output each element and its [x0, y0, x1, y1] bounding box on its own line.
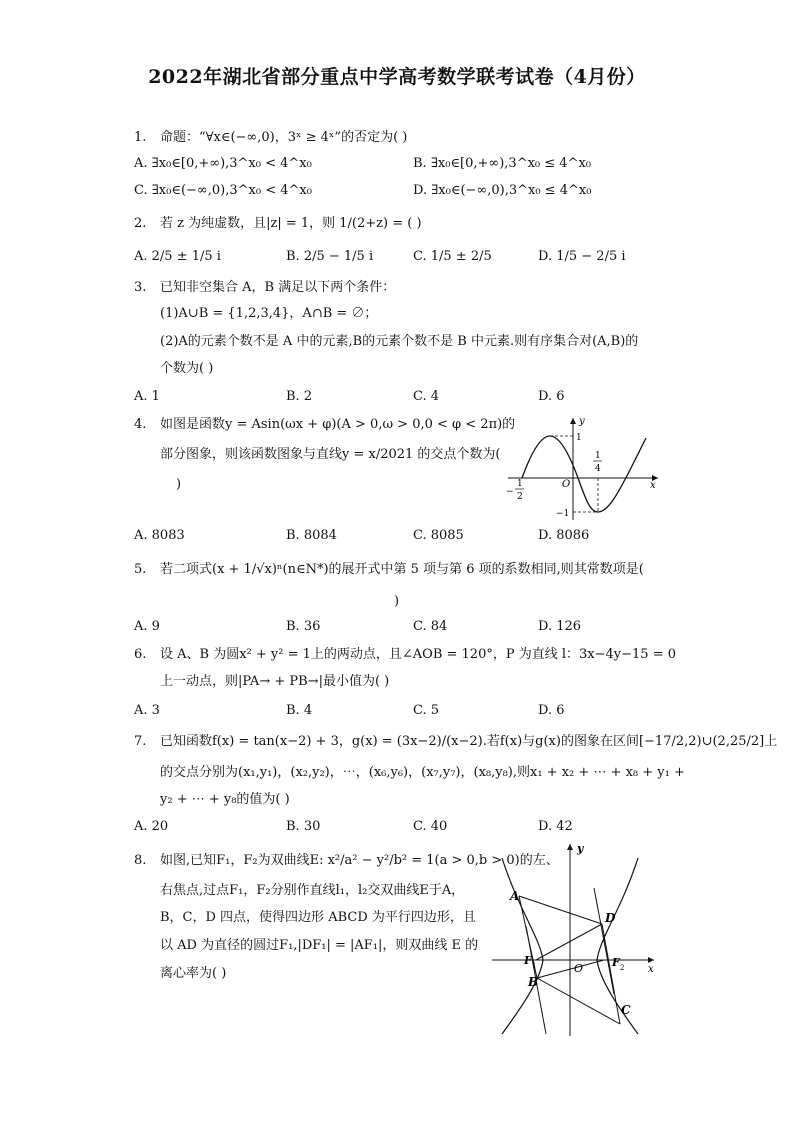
question-3-number: 3. [134, 280, 147, 295]
figure1-tick-neg-half-den: 2 [517, 492, 523, 502]
question-8-number: 8. [134, 853, 147, 868]
question-3-option-b: B. 2 [286, 389, 313, 404]
question-4-option-a: A. 8083 [134, 528, 185, 543]
question-3-option-a: A. 1 [134, 389, 160, 404]
figure2-x-label: x [648, 964, 654, 975]
question-1-number: 1. [134, 130, 147, 145]
question-5-option-a: A. 9 [134, 619, 160, 634]
question-7-line-3: y₂ + ⋯ + y₈的值为( ) [160, 792, 290, 807]
question-2-option-a: A. 2/5 ± 1/5 i [134, 249, 221, 264]
figure2-focus-f2-sub: 2 [620, 964, 625, 972]
question-6-option-c: C. 5 [413, 703, 440, 718]
question-6-line-1: 设 A、B 为圆x² + y² = 1上的两动点，且∠AOB = 120°，P 为直线 l：3x−4y−15 = 0 [160, 647, 676, 662]
question-7-option-a: A. 20 [134, 819, 169, 834]
question-8-line-3: B，C，D 四点，使得四边形 ABCD 为平行四边形，且 [160, 910, 476, 925]
figure1-x-label: x [650, 480, 656, 491]
question-5-option-c: C. 84 [413, 619, 448, 634]
question-3-line-4: 个数为( ) [160, 361, 214, 376]
figure2-y-label: y [577, 842, 584, 855]
hyperbola-figure [488, 838, 660, 1038]
figure2-line-l2 [594, 888, 614, 994]
figure2-x-arrow [648, 957, 654, 963]
question-8-line-1: 如图,已知F₁，F₂为双曲线E: x²/a² − y²/b² = 1(a > 0,b > 0)的左、 [160, 853, 559, 868]
question-4-option-c: C. 8085 [413, 528, 464, 543]
question-2-option-b: B. 2/5 − 1/5 i [286, 249, 374, 264]
question-6-option-b: B. 4 [286, 703, 313, 718]
question-5-line-1: 若二项式(x + 1/√x)ⁿ(n∈N*)的展开式中第 5 项与第 6 项的系数相同,则其常数项是( [160, 562, 644, 577]
figure1-y-arrow [570, 418, 576, 424]
figure2-focus-f1: F [524, 954, 532, 967]
question-3-line-3: (2)A的元素个数不是 A 中的元素,B的元素个数不是 B 中元素.则有序集合对(A,B)的 [160, 334, 639, 349]
question-4-number: 4. [134, 417, 147, 432]
figure1-tick-quarter-num: 1 [595, 451, 601, 461]
question-5-option-d: D. 126 [538, 619, 582, 634]
figure2-side-cb [537, 978, 620, 1024]
question-8-line-4: 以 AD 为直径的圆过F₁,|DF₁| = |AF₁|，则双曲线 E 的 [160, 938, 479, 953]
question-7-line-1: 已知函数f(x) = tan(x−2) + 3，g(x) = (3x−2)/(x−2).若f(x)与g(x)的图象在区间[−17/2,2)∪(2,25/2]上 [160, 734, 778, 749]
figure2-point-a: A [510, 889, 520, 903]
question-6-line-2: 上一动点，则|PA→ + PB→|最小值为( ) [160, 674, 390, 689]
question-1-option-c: C. ∃x₀∈(−∞,0),3^x₀ < 4^x₀ [134, 183, 312, 198]
question-4-line-3: ) [176, 477, 182, 492]
figure2-point-b: B [528, 975, 539, 989]
question-3-line-2: (1)A∪B = {1,2,3,4}，A∩B = ∅； [160, 306, 378, 321]
question-5-number: 5. [134, 562, 147, 577]
figure2-focus-f2: F [612, 956, 620, 969]
question-4-line-2: 部分图象，则该函数图象与直线y = x/2021 的交点个数为( [160, 447, 501, 462]
question-2-option-d: D. 1/5 − 2/5 i [538, 249, 626, 264]
question-7-option-c: C. 40 [413, 819, 448, 834]
question-5-line-2: ) [394, 594, 400, 609]
question-1-option-a: A. ∃x₀∈[0,+∞),3^x₀ < 4^x₀ [134, 156, 312, 171]
figure2-origin-label: O [574, 962, 584, 975]
figure2-point-c: C [621, 1003, 631, 1017]
figure1-tick-neg-one: −1 [556, 509, 570, 519]
question-3-option-c: C. 4 [413, 389, 440, 404]
question-8-line-2: 右焦点,过点F₁，F₂分别作直线l₁，l₂交双曲线E于A， [160, 883, 465, 898]
figure1-origin-label: O [562, 479, 571, 490]
question-7-line-2: 的交点分别为(x₁,y₁)，(x₂,y₂)，⋯，(x₆,y₆)，(x₇,y₇)，(x₈,y₈),则x₁ + x₂ + ⋯ + x₈ + y₁ + [160, 765, 685, 780]
question-7-option-d: D. 42 [538, 819, 573, 834]
figure1-tick-neg-half-num: 1 [517, 479, 523, 489]
figure2-line-f1d [536, 924, 602, 960]
question-4-option-d: D. 8086 [538, 528, 590, 543]
question-6-option-d: D. 6 [538, 703, 565, 718]
question-6-option-a: A. 3 [134, 703, 160, 718]
question-6-number: 6. [134, 647, 147, 662]
question-3-line-1: 已知非空集合 A，B 满足以下两个条件： [160, 280, 396, 295]
question-1-option-d: D. ∃x₀∈(−∞,0),3^x₀ ≤ 4^x₀ [413, 183, 592, 198]
question-1-stem: 命题：“∀x∈(−∞,0)，3ˣ ≥ 4ˣ”的否定为( ) [160, 130, 408, 145]
question-1-option-b: B. ∃x₀∈[0,+∞),3^x₀ ≤ 4^x₀ [413, 156, 592, 171]
figure2-side-dc [602, 924, 620, 1024]
figure1-y-label: y [579, 416, 585, 427]
figure1-sine-curve [522, 436, 646, 512]
figure2-point-d: D [605, 911, 616, 925]
figure2-focus-f1-sub: 1 [532, 962, 537, 970]
figure1-tick-one: 1 [576, 433, 582, 443]
question-2-number: 2. [134, 216, 147, 231]
question-3-option-d: D. 6 [538, 389, 565, 404]
page-title: 2022年湖北省部分重点中学高考数学联考试卷（4月份） [148, 66, 646, 88]
question-8-line-5: 离心率为( ) [160, 966, 227, 981]
question-2-stem: 若 z 为纯虚数，且|z| = 1，则 1/(2+z) = ( ) [160, 216, 422, 231]
question-4-option-b: B. 8084 [286, 528, 337, 543]
figure1-tick-quarter-den: 4 [595, 464, 601, 474]
question-5-option-b: B. 36 [286, 619, 321, 634]
figure1-tick-neg-half-sign: − [506, 487, 514, 497]
question-2-option-c: C. 1/5 ± 2/5 [413, 249, 492, 264]
sine-graph-figure [500, 412, 665, 522]
figure2-y-arrow [567, 844, 573, 850]
figure2-side-ad [519, 896, 602, 924]
question-7-number: 7. [134, 734, 147, 749]
question-4-line-1: 如图是函数y = Asin(ωx + φ)(A > 0,ω > 0,0 < φ < 2π)的 [160, 417, 516, 432]
question-7-option-b: B. 30 [286, 819, 321, 834]
figure2-left-branch [502, 858, 543, 1034]
